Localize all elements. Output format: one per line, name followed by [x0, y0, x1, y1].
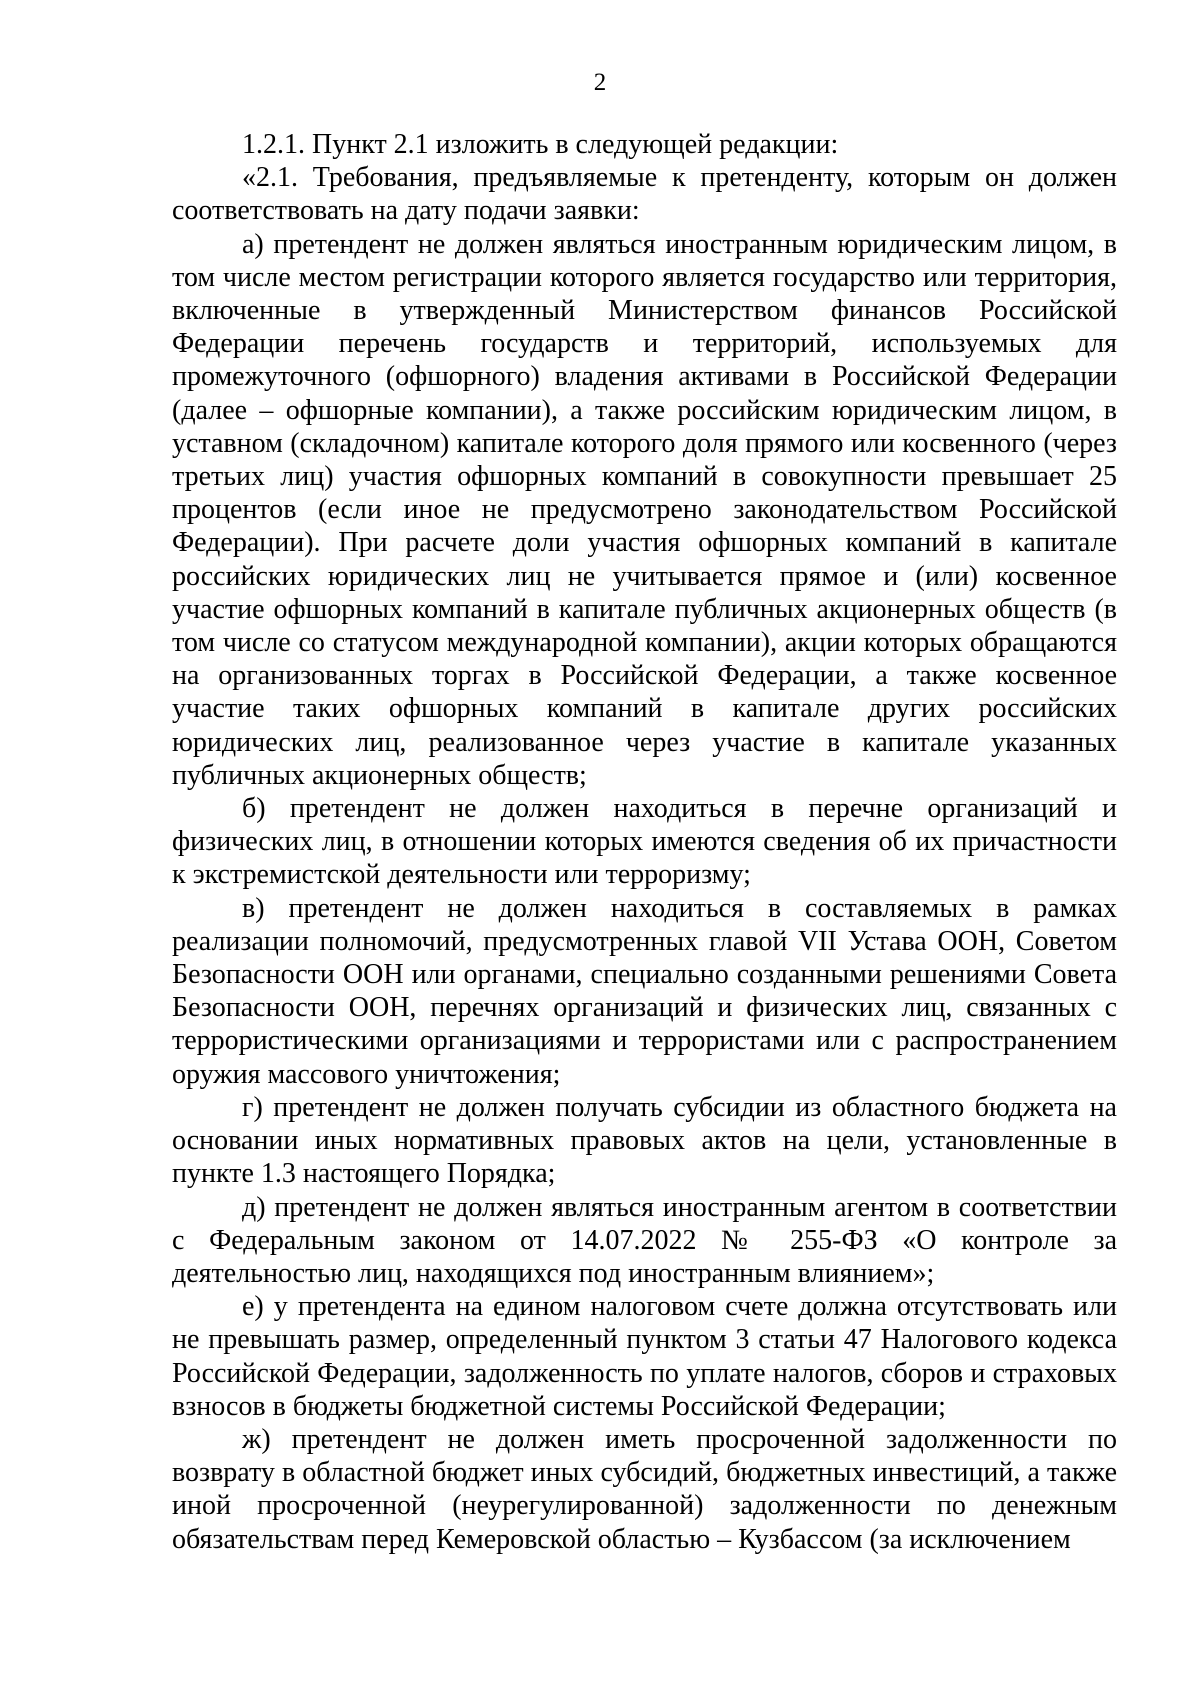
paragraph-item-b: б) претендент не должен находиться в перечне организаций и физических лиц, в отношении которых имеются сведения об их причастности к экстремистской деятельности или терроризму;: [172, 793, 1117, 891]
document-body: [172, 128, 1117, 1556]
paragraph-item-e: е) у претендента на едином налоговом счете должна отсутствовать или не превышать размер, определенный пунктом 3 статьи 47 Налогового кодекса Российской Федерации, задолженность по уплате налогов, сборов и страховых взносов в бюджеты бюджетной системы Российской Федерации;: [172, 1291, 1117, 1422]
paragraph-item-v: в) претендент не должен находиться в составляемых в рамках реализации полномочий, предусмотренных главой VII Устава ООН, Советом Безопасности ООН или органами, специально созданными решениями Совета Безопасности ООН, перечнях организаций и физических лиц, связанных с террористическими организациями и террористами или с распространением оружия массового уничтожения;: [172, 892, 1117, 1090]
paragraph-item-a: а) претендент не должен являться иностранным юридическим лицом, в том числе местом регистрации которого является государство или территория, включенные в утвержденный Министерством финансов Российской Федерации перечень государств и территорий, используемых для промежуточного (офшорного) владения активами в Российской Федерации (далее – офшорные компании), а также российским юридическим лицом, в уставном (складочном) капитале которого доля прямого или косвенного (через третьих лиц) участия офшорных компаний в совокупности превышает 25 процентов (если иное не предусмотрено законодательством Российской Федерации). При расчете доли участия офшорных компаний в капитале российских юридических лиц не учитывается прямое и (или) косвенное участие офшорных компаний в капитале публичных акционерных обществ (в том числе со статусом международной компании), акции которых обращаются на организованных торгах в Российской Федерации, а также косвенное участие таких офшорных компаний в капитале других российских юридических лиц, реализованное через участие в капитале указанных публичных акционерных обществ;: [172, 228, 1117, 791]
paragraph-2-1-intro: «2.1. Требования, предъявляемые к претенденту, которым он должен соответствовать на дату подачи заявки:: [172, 162, 1117, 227]
page-number: 2: [593, 69, 607, 96]
paragraph-item-d: д) претендент не должен являться иностранным агентом в соответствии с Федеральным законом от 14.07.2022 № 255-ФЗ «О контроле за деятельностью лиц, находящихся под иностранным влиянием»;: [172, 1191, 1117, 1289]
paragraph-item-g: г) претендент не должен получать субсидии из областного бюджета на основании иных нормативных правовых актов на цели, установленные в пункте 1.3 настоящего Порядка;: [172, 1091, 1117, 1190]
paragraph-1-2-1: 1.2.1. Пункт 2.1 изложить в следующей редакции:: [242, 129, 839, 160]
paragraph-item-zh: ж) претендент не должен иметь просроченной задолженности по возврату в областной бюджет иных субсидий, бюджетных инвестиций, а также иной просроченной (неурегулированной) задолженности по денежным обязательствам перед Кемеровской областью – Кузбассом (за исключением: [172, 1423, 1117, 1555]
